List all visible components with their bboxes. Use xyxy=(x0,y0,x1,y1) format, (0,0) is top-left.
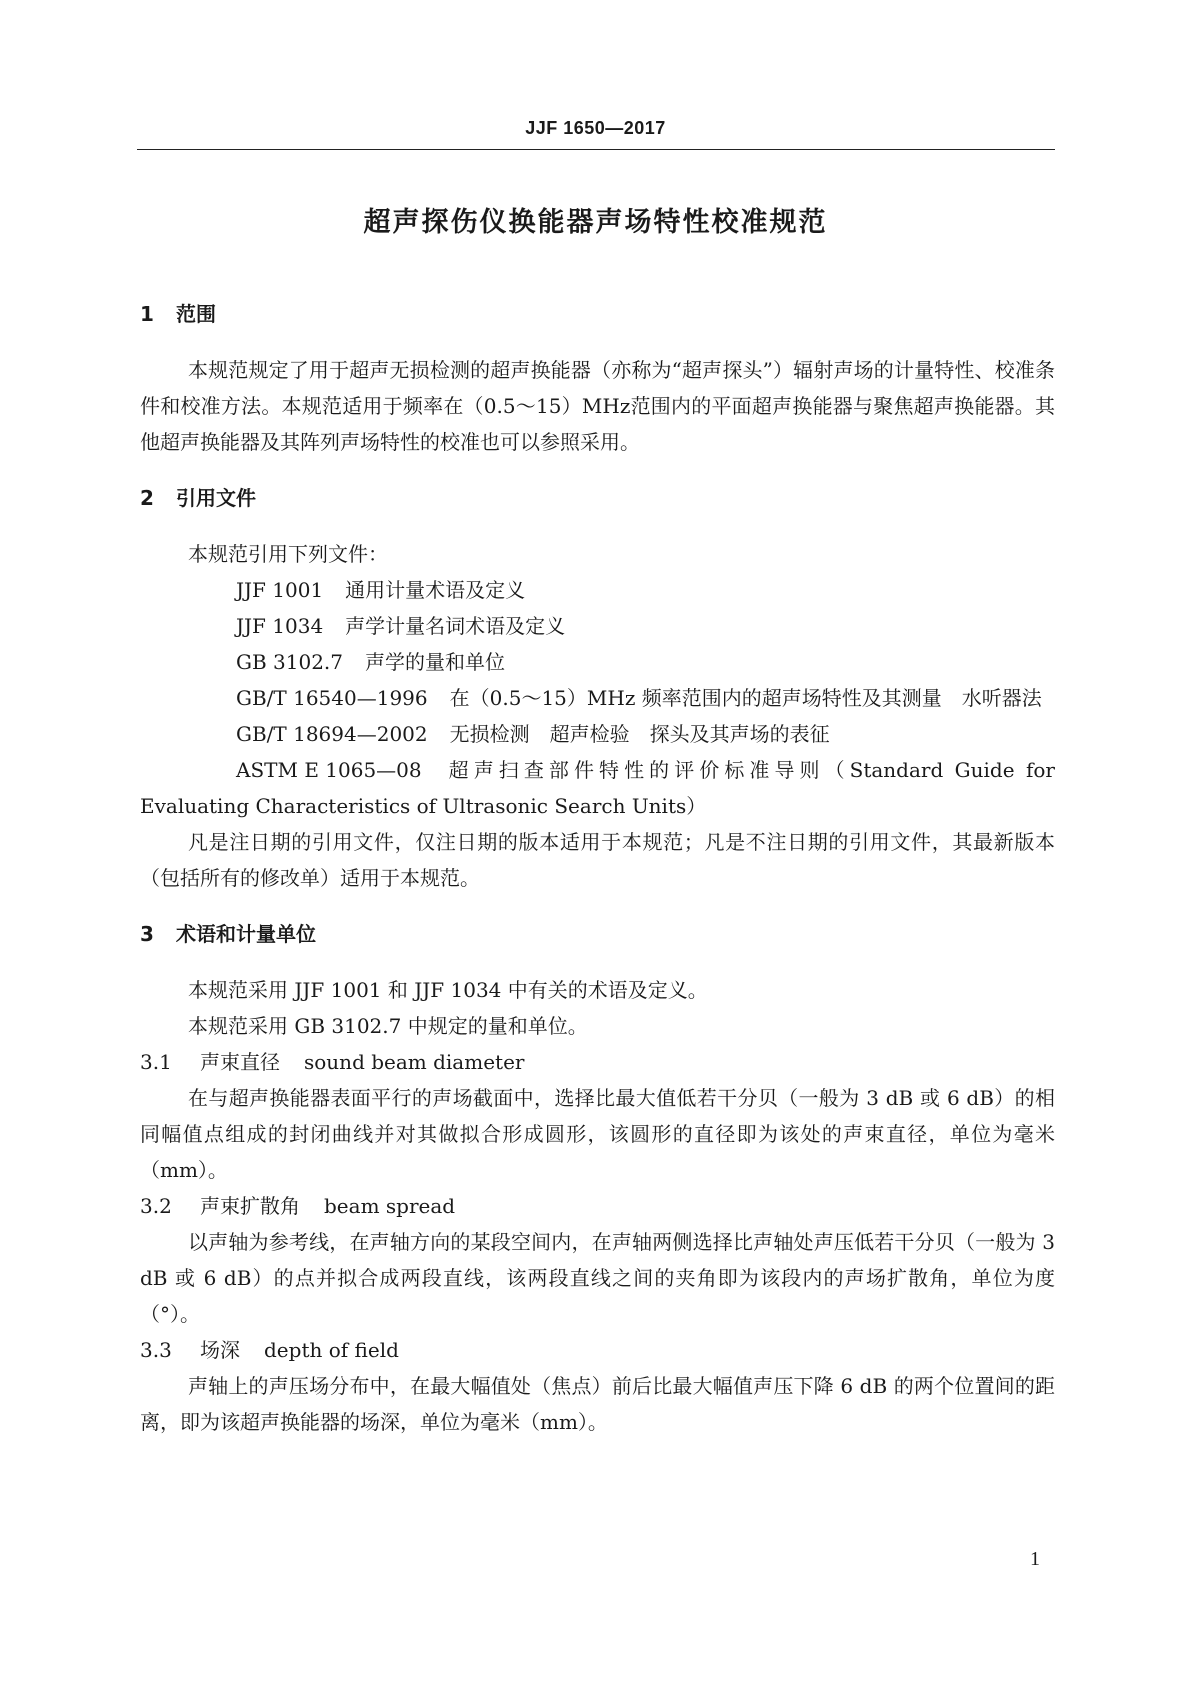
section-heading-terms xyxy=(140,916,1055,952)
references-note: 凡是注日期的引用文件，仅注日期的版本适用于本规范；凡是不注日期的引用文件，其最新版本（包括所有的修改单）适用于本规范。 xyxy=(140,830,1055,890)
document-body xyxy=(140,296,1055,1440)
reference-item: ASTM E 1065—08 超声扫查部件特性的评价标准导则（Standard Guide for Evaluating Characteristics of Ultrasonic Search Units） xyxy=(140,758,1055,818)
terms-paragraph-2: 本规范采用 GB 3102.7 中规定的量和单位。 xyxy=(188,1014,588,1038)
section-title: 术语和计量单位 xyxy=(176,922,316,946)
standard-code: JJF 1650—2017 xyxy=(525,118,666,138)
section-heading-scope xyxy=(140,296,1055,332)
terms-paragraph-1: 本规范采用 JJF 1001 和 JJF 1034 中有关的术语及定义。 xyxy=(188,978,708,1002)
term-definition: 以声轴为参考线，在声轴方向的某段空间内，在声轴两侧选择比声轴处声压低若干分贝（一般为 3 dB 或 6 dB）的点并拟合成两段直线，该两段直线之间的夹角即为该段内的声场扩散角，单位为度（°）。 xyxy=(140,1230,1055,1326)
reference-item: JJF 1034 声学计量名词术语及定义 xyxy=(236,614,566,638)
section-title: 范围 xyxy=(176,302,216,326)
term-heading: 3.2 声束扩散角 beam spread xyxy=(140,1194,456,1218)
section-heading-references xyxy=(140,480,1055,516)
header-divider xyxy=(137,149,1055,150)
page-title: 超声探伤仪换能器声场特性校准规范 xyxy=(363,207,828,238)
term-definition: 在与超声换能器表面平行的声场截面中，选择比最大值低若干分贝（一般为 3 dB 或 6 dB）的相同幅值点组成的封闭曲线并对其做拟合形成圆形，该圆形的直径即为该处的声束直径，单位为毫米（mm）。 xyxy=(140,1086,1055,1182)
section-number: 2 xyxy=(140,486,154,510)
reference-item: GB/T 16540—1996 在（0.5～15）MHz 频率范围内的超声场特性及其测量 水听器法 xyxy=(236,686,1042,710)
reference-item: GB/T 18694—2002 无损检测 超声检验 探头及其声场的表征 xyxy=(236,722,830,746)
term-definition: 声轴上的声压场分布中，在最大幅值处（焦点）前后比最大幅值声压下降 6 dB 的两个位置间的距离，即为该超声换能器的场深，单位为毫米（mm）。 xyxy=(140,1374,1055,1434)
section-number: 3 xyxy=(140,922,154,946)
reference-item: GB 3102.7 声学的量和单位 xyxy=(236,650,506,674)
section-title: 引用文件 xyxy=(176,486,256,510)
scope-paragraph: 本规范规定了用于超声无损检测的超声换能器（亦称为“超声探头”）辐射声场的计量特性、校准条件和校准方法。本规范适用于频率在（0.5～15）MHz范围内的平面超声换能器与聚焦超声换能器。其他超声换能器及其阵列声场特性的校准也可以参照采用。 xyxy=(140,358,1055,454)
references-intro: 本规范引用下列文件： xyxy=(188,542,388,566)
page-number: 1 xyxy=(1030,1548,1040,1570)
term-heading: 3.3 场深 depth of field xyxy=(140,1338,399,1362)
term-heading: 3.1 声束直径 sound beam diameter xyxy=(140,1050,525,1074)
reference-item: JJF 1001 通用计量术语及定义 xyxy=(236,578,526,602)
section-number: 1 xyxy=(140,302,154,326)
